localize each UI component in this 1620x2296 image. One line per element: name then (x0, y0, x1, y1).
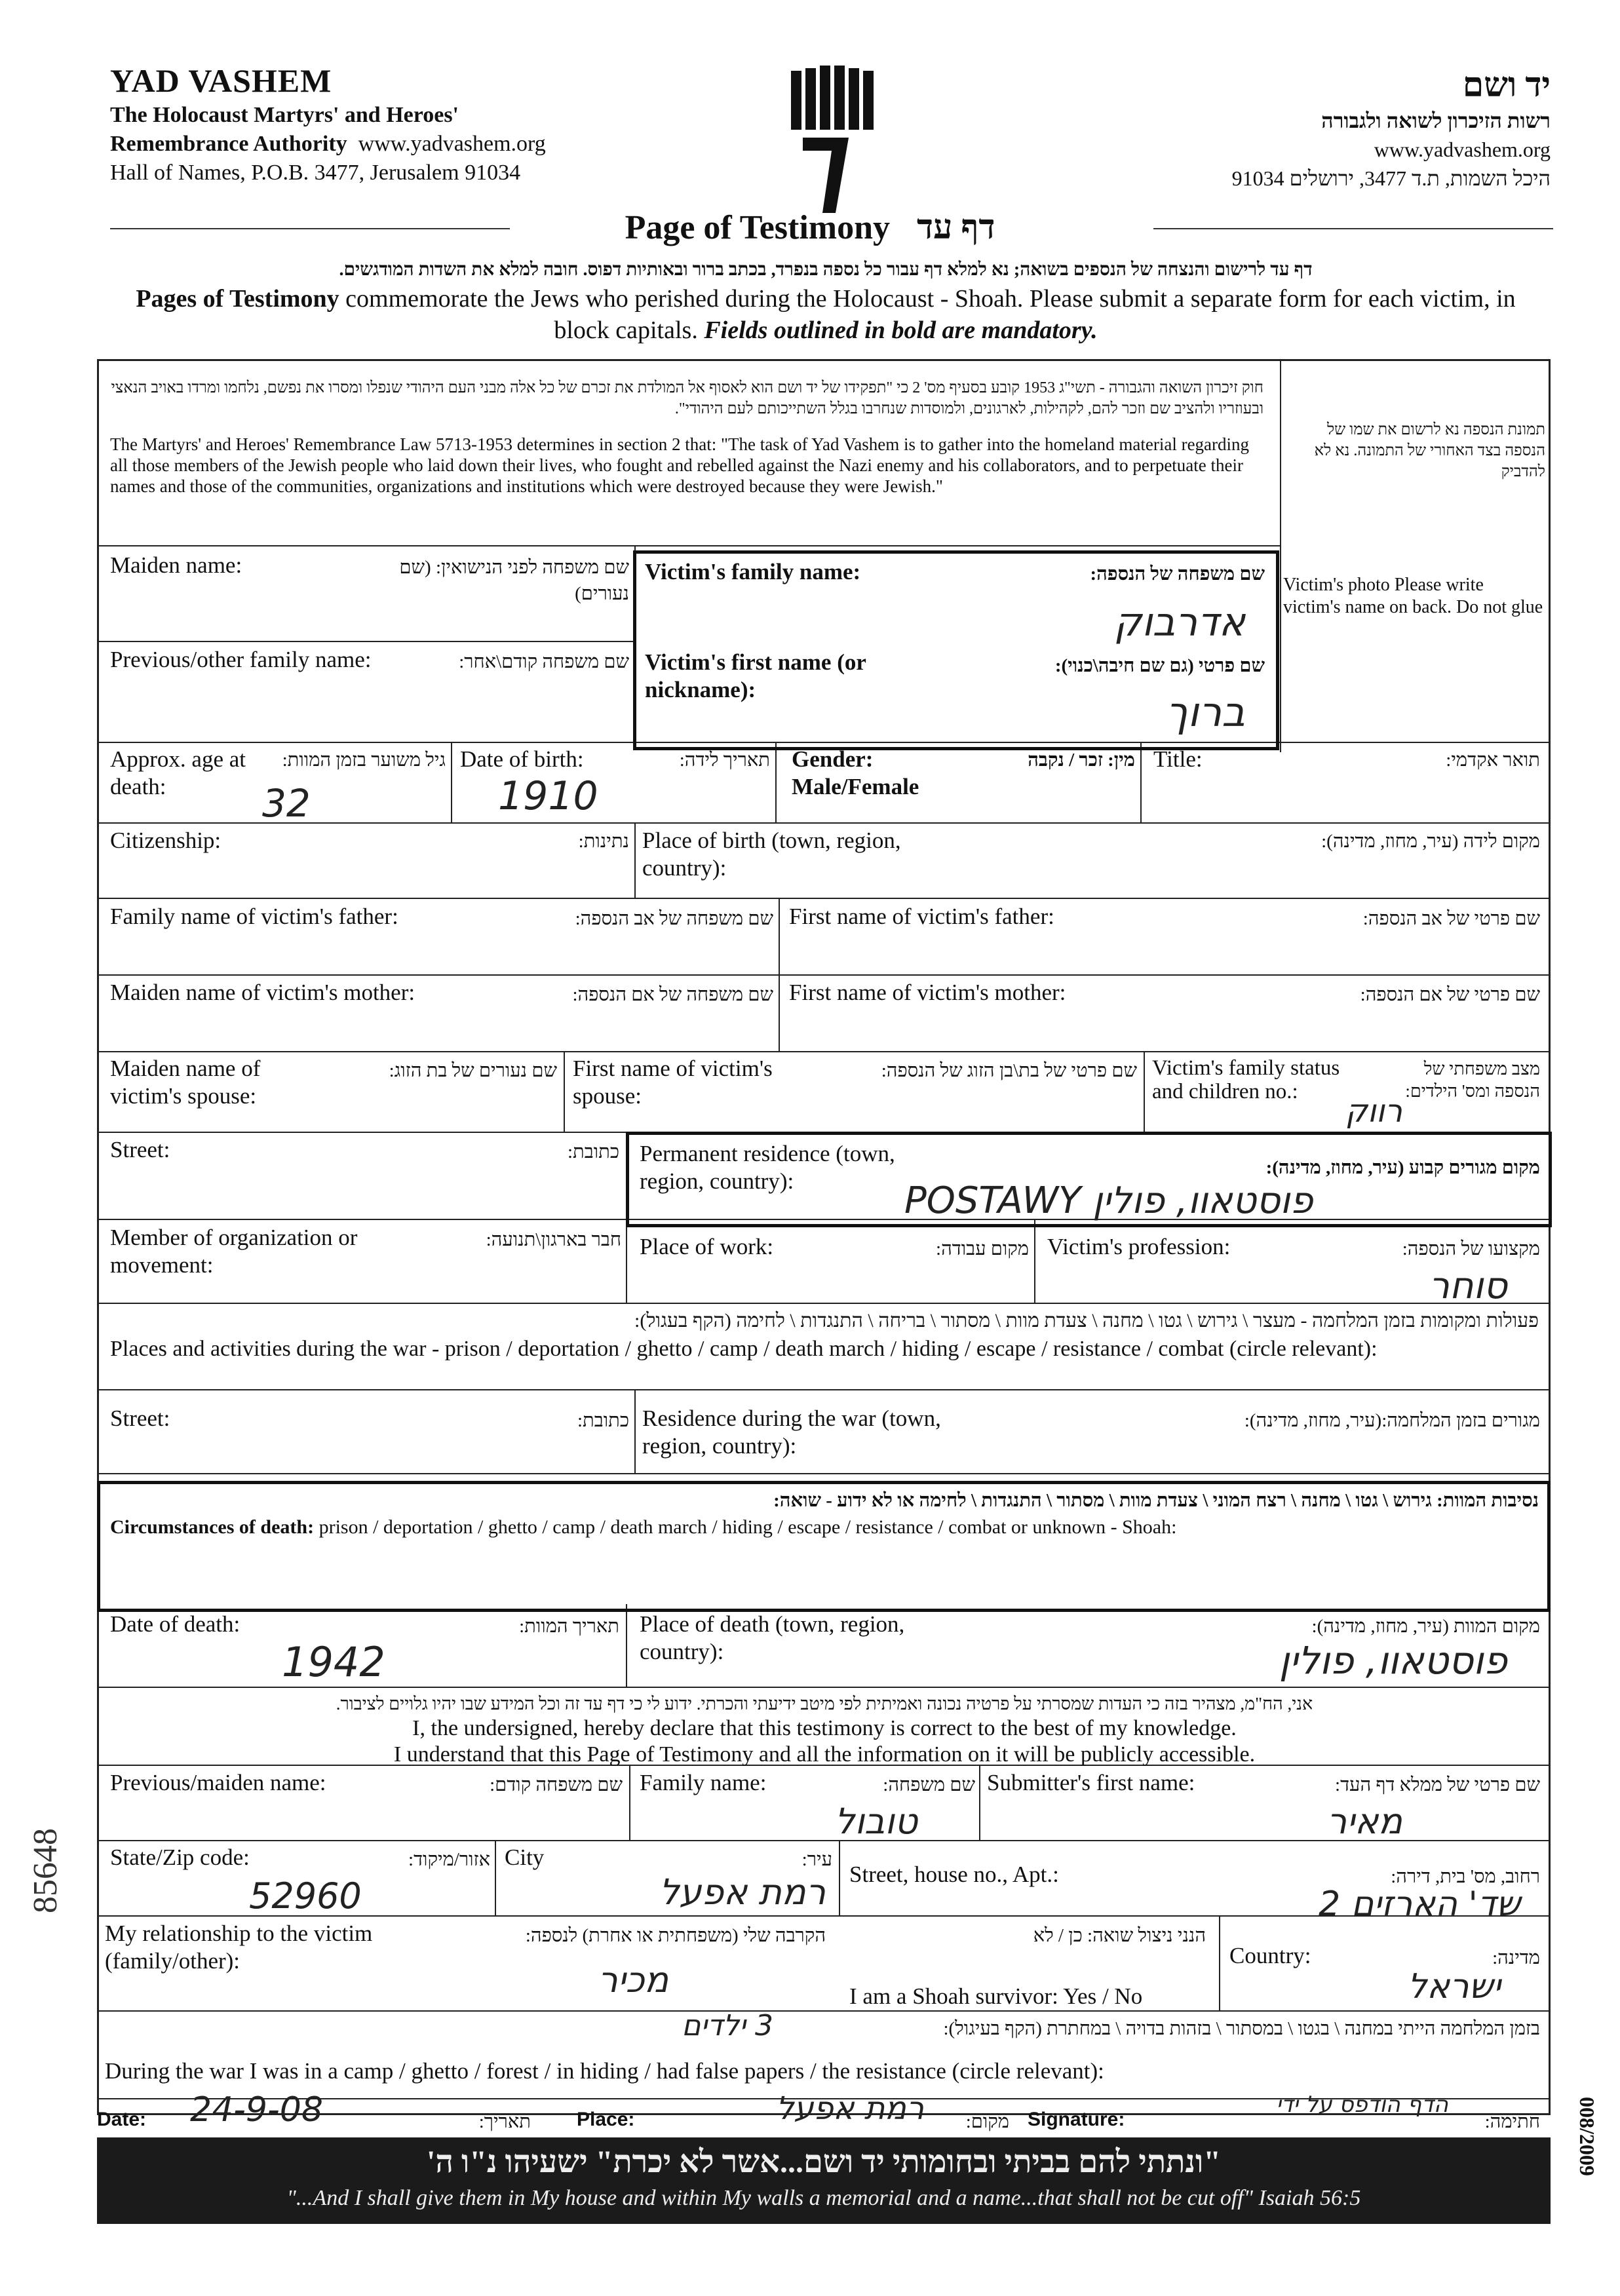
divider (97, 545, 1280, 546)
page-title-he: דף עד (917, 209, 995, 246)
divider (1280, 359, 1281, 752)
war-residence-label: Residence during the war (town, region, country): (642, 1406, 941, 1459)
family-status-value[interactable]: רווק (1345, 1093, 1402, 1130)
city-value[interactable]: רמת אפעל (659, 1871, 826, 1913)
date-of-death-value[interactable]: 1942 (282, 1638, 385, 1686)
mother-first-label: First name of victim's mother: (789, 980, 1066, 1005)
victim-family-name-label: Victim's family name: (645, 559, 861, 584)
mother-maiden-label: Maiden name of victim's mother: (110, 980, 415, 1005)
relationship-value[interactable]: מכיר (598, 1959, 668, 2000)
relationship-label-he: הקרבה שלי (משפחתית או אחרת) לנספה: (525, 1925, 826, 1946)
dob-label-he: תאריך לידה: (679, 750, 770, 771)
signature-label-he: חתימה: (1484, 2111, 1540, 2132)
law-en: The Martyrs' and Heroes' Remembrance Law 5713-1953 determines in section 2 that: "The task of Yad Vashem is to gather into the homeland material regarding all those members of the Jewish people who laid down their lives, who fought and rebelled against the Nazi enemy and his collaborators, and to perpetuate their names and those of the communities, organizations and institutions which were destroyed because they were Jewish." (110, 434, 1250, 496)
place-of-death-label-he: מקום המוות (עיר, מחוז, מדינה): (1311, 1616, 1540, 1637)
submitter-family-name-label-he: שם משפחה: (883, 1774, 975, 1795)
street-label: Street: (110, 1137, 170, 1162)
org-line2: Remembrance Authority (110, 132, 347, 156)
gender-label-he: מין: זכר / נקבה (1028, 750, 1135, 771)
victim-family-name-label-he: שם משפחה של הנספה: (1090, 564, 1265, 584)
country-label-he: מדינה: (1492, 1947, 1540, 1968)
date-label-he: תאריך: (478, 2111, 531, 2132)
header-org-he (1184, 66, 1551, 193)
page-title-en: Page of Testimony (625, 209, 891, 246)
survivor-label-he: הנני ניצול שואה: כן / לא (1033, 1925, 1206, 1946)
during-war-label: During the war I was in a camp / ghetto / forest / in hiding / had false papers / the resistance (circle relevant): (105, 2058, 1104, 2084)
footer-quote-en: "...And I shall give them in My house and within My walls a memorial and a name...that shall not be cut off" Isaiah 56:5 (286, 2186, 1361, 2210)
victim-family-name-value[interactable]: אדרבוק (1113, 600, 1245, 645)
divider (1219, 1915, 1220, 2010)
submitter-street-value[interactable]: שד' הארזים 2 (1319, 1885, 1520, 1924)
divider (97, 2010, 1551, 2012)
photo-box (1283, 419, 1545, 619)
submitter-family-name-label: Family name: (640, 1770, 767, 1795)
country-value[interactable]: ישראל (1407, 1967, 1501, 2006)
submitter-prev-name-label: Previous/maiden name: (110, 1770, 326, 1795)
circumstances-label-bold: Circumstances of death: (110, 1516, 315, 1538)
spouse-maiden-label-he: שם נעורים של בת הזוג: (389, 1060, 557, 1081)
intro-he: דף עד לרישום והנצחה של הנספים בשואה; נא למלא דף עבור כל נספה בנפרד, בכתב ברור ובאותיות דפוס. חובה למלא את השדות המודגשים. (339, 259, 1313, 280)
country-label: Country: (1229, 1943, 1311, 1968)
spouse-first-label-he: שם פרטי של בת\בן הזוג של הנספה: (881, 1060, 1137, 1081)
maiden-name-label: Maiden name: (110, 552, 242, 578)
place-of-work-label: Place of work: (640, 1234, 774, 1259)
signature-label: Signature: (1028, 2109, 1125, 2130)
permanent-residence-label: Permanent residence (town, region, country): (640, 1141, 895, 1194)
divider (775, 742, 777, 822)
address-he: היכל השמות, ת.ד 3477, ירושלים 91034 (1231, 166, 1551, 190)
profession-label-he: מקצועו של הנספה: (1402, 1238, 1540, 1259)
profession-value[interactable]: סוחר (1429, 1265, 1507, 1307)
circumstances-label: prison / deportation / ghetto / camp / death march / hiding / escape / resistance / combat or unknown - Shoah: (314, 1516, 1177, 1538)
divider (97, 1473, 1551, 1474)
divider (1140, 742, 1142, 822)
street-war-label-he: כתובת: (577, 1410, 629, 1431)
header-org-en (110, 60, 546, 187)
age-label: Approx. age at death: (110, 746, 246, 799)
permanent-residence-label-he: מקום מגורים קבוע (עיר, מחוז, מדינה): (1265, 1157, 1540, 1178)
citizenship-label: Citizenship: (110, 828, 222, 853)
spouse-maiden-label: Maiden name of victim's spouse: (110, 1056, 261, 1109)
victim-first-name-label-he: שם פרטי (גם שם חיבה\כנוי): (1054, 655, 1265, 676)
footer-quote-bar (97, 2137, 1551, 2224)
footer-quote-he: "ונתתי להם בביתי ובחומותי יד ושם...אשר לא יכרת" ישעיהו נ"ו ה' (427, 2145, 1221, 2179)
submitter-street-label: Street, house no., Apt.: (849, 1862, 1059, 1887)
intro-en-bold: Pages of Testimony (136, 285, 339, 313)
mother-maiden-label-he: שם משפחה של אם הנספה: (572, 984, 773, 1005)
declaration (110, 1692, 1539, 1768)
maiden-name-label-he: שם משפחה לפני הנישואין: (שם נעורים) (399, 557, 629, 604)
profession-label: Victim's profession: (1047, 1234, 1231, 1259)
divider (779, 898, 780, 1051)
organization-label: Member of organization or movement: (110, 1225, 358, 1278)
page-title (0, 208, 1620, 247)
zip-label: State/Zip code: (110, 1845, 250, 1870)
place-of-death-label: Place of death (town, region, country): (640, 1611, 905, 1664)
divider (97, 898, 1551, 899)
place-of-birth-label: Place of birth (town, region, country): (642, 828, 901, 881)
org-line-he: רשות הזיכרון לשואה ולגבורה (1321, 109, 1551, 132)
website-en: www.yadvashem.org (358, 132, 546, 156)
date-of-death-label: Date of death: (110, 1611, 241, 1637)
divider (97, 1389, 1551, 1390)
age-label-he: גיל משוער בזמן המוות: (282, 750, 446, 771)
during-war-note[interactable]: 3 ילדים (682, 2009, 773, 2042)
father-first-label-he: שם פרטי של אב הנספה: (1362, 908, 1540, 929)
divider (97, 641, 634, 642)
divider (629, 1765, 630, 1840)
divider (495, 1840, 496, 1915)
father-first-label: First name of victim's father: (789, 904, 1054, 929)
survivor-label[interactable]: I am a Shoah survivor: Yes / No (849, 1983, 1143, 2009)
org-line1: The Holocaust Martyrs' and Heroes' (110, 103, 459, 127)
street-label-he: כתובת: (568, 1141, 619, 1162)
yad-vashem-logo-icon (790, 66, 875, 216)
date-value[interactable]: 24-9-08 (190, 2090, 323, 2130)
date-label: Date: (97, 2109, 147, 2130)
intro-en: commemorate the Jews who perished during the Holocaust - Shoah. Please submit a separate form for each victim, in block capitals. (339, 285, 1516, 344)
place-of-death-value[interactable]: פוסטאוו, פולין (1279, 1638, 1507, 1683)
submitter-street-label-he: רחוב, מס' בית, דירה: (1391, 1866, 1540, 1887)
submitter-prev-name-label-he: שם משפחה קודם: (490, 1774, 623, 1795)
intro-mandatory: Fields outlined in bold are mandatory. (704, 316, 1098, 344)
divider (97, 1687, 1551, 1688)
divider (634, 822, 636, 898)
zip-label-he: אזור/מיקוד: (408, 1849, 490, 1870)
citizenship-label-he: נתינות: (578, 831, 629, 852)
circumstances-label-he: נסיבות המוות: גירוש \ גטו \ מחנה \ רצח המוני \ צעדת מוות \ מסתור \ התנגדות \ לחימה או לא ידוע - שואה: (773, 1490, 1539, 1511)
street-war-label: Street: (110, 1406, 170, 1431)
declaration-he: אני, הח"מ, מצהיר בזה כי העדות שמסרתי על פרטיה נכונה ואמיתית לפי מיטב ידיעתי והכרתי. ידוע לי כי דף עד זה וכל המידע שבו יהיו גלויים לציבור. (336, 1694, 1313, 1713)
law-he: חוק זיכרון השואה והגבורה - תשי"ג 1953 קובע בסעיף מס' 2 כי "תפקידו של יד ושם הוא לאסוף אל המולדת את זכרם של כל אלה מבני העם היהודי שנפלו ומסרו את נפשם, נלחמו ומרדו באויב הנאצי ובעוזריו ולהציב שם וזכר להם, לקהילות, לארגונים, ולמוסדות שנחרבו בגלל השתייכותם לעם היהודי". (111, 379, 1263, 417)
submitter-first-name-value[interactable]: מאיר (1326, 1801, 1402, 1842)
divider (451, 742, 452, 822)
intro (111, 257, 1540, 346)
victim-first-name-label: Victim's first name (or nickname): (645, 649, 866, 702)
family-status-label: Victim's family status and children no.: (1152, 1056, 1340, 1103)
date-of-death-label-he: תאריך המוות: (519, 1616, 619, 1637)
victim-first-name-value[interactable]: ברוך (1165, 688, 1245, 736)
submitter-first-name-label: Submitter's first name: (987, 1770, 1195, 1795)
during-war-label-he: בזמן המלחמה הייתי במחנה \ בגטו \ במסתור \ בזהות בדויה \ במחתרת (הקף בעיגול): (943, 2018, 1540, 2039)
photo-en: Victim's photo Please write victim's name on back. Do not glue (1283, 575, 1543, 617)
submitter-family-name-value[interactable]: טובול (834, 1801, 917, 1842)
org-name-he: יד ושם (1462, 67, 1551, 104)
declaration-en1: I, the undersigned, hereby declare that this testimony is correct to the best of my knowledge. (412, 1716, 1237, 1740)
divider (97, 974, 1551, 976)
places-label: Places and activities during the war - prison / deportation / ghetto / camp / death march / hiding / escape / resistance / combat (circle relevant): (110, 1337, 1378, 1361)
permanent-residence-value[interactable]: POSTAWY פוסטאוו, פולין (904, 1179, 1313, 1222)
title-label-he: תואר אקדמי: (1446, 750, 1540, 771)
archive-number: 85648 (27, 1828, 64, 1913)
form-code: 008/2009 (1575, 2097, 1599, 2176)
city-label-he: עיר: (801, 1849, 832, 1870)
spouse-first-label: First name of victim's spouse: (573, 1056, 773, 1109)
signature-value[interactable]: הדף הודפס על ידי (1276, 2092, 1448, 2118)
divider (1034, 1219, 1035, 1303)
law-text (110, 377, 1263, 497)
place-label: Place: (577, 2109, 635, 2130)
family-status-label-he: מצב משפחתי של הנספה ומס' הילדים: (1405, 1059, 1540, 1101)
place-of-work-label-he: מקום עבודה: (936, 1238, 1029, 1259)
previous-family-name-label-he: שם משפחה קודם\אחר: (459, 651, 629, 672)
divider (97, 1051, 1551, 1052)
divider (97, 1303, 1551, 1304)
photo-he: תמונת הנספה נא לרשום את שמו של הנספה בצד האחורי של התמונה. נא לא להדביק (1314, 421, 1545, 480)
organization-label-he: חבר בארגון\תנועה: (486, 1229, 621, 1250)
places-label-he: פעולות ומקומות בזמן המלחמה - מעצר \ גירוש \ גטו \ מחנה \ צעדת מוות \ מסתור \ בריחה \ התנגדות \ לחימה (הקף בעגול): (634, 1310, 1539, 1331)
mother-first-label-he: שם פרטי של אם הנספה: (1360, 984, 1540, 1005)
divider (839, 1840, 840, 1915)
org-name-en: YAD VASHEM (110, 62, 332, 99)
place-label-he: מקום: (965, 2111, 1009, 2132)
relationship-label: My relationship to the victim (family/other): (105, 1921, 373, 1974)
father-family-label-he: שם משפחה של אב הנספה: (575, 908, 773, 929)
place-value[interactable]: רמת אפעל (776, 2090, 924, 2127)
age-value[interactable]: 32 (262, 781, 311, 826)
previous-family-name-label: Previous/other family name: (110, 647, 372, 672)
zip-value[interactable]: 52960 (249, 1875, 362, 1917)
gender-label: Gender: Male/Female (792, 746, 919, 799)
submitter-first-name-label-he: שם פרטי של ממלא דף העד: (1335, 1774, 1540, 1795)
divider (979, 1765, 980, 1840)
divider (1144, 1051, 1145, 1132)
title-label: Title: (1153, 746, 1203, 772)
declaration-en2: I understand that this Page of Testimony and all the information on it will be publicly accessible. (393, 1742, 1256, 1767)
divider (626, 1604, 627, 1687)
divider (564, 1051, 565, 1132)
place-of-birth-label-he: מקום לידה (עיר, מחוז, מדינה): (1321, 831, 1540, 852)
website-he: www.yadvashem.org (1374, 138, 1551, 161)
dob-label: Date of birth: (460, 746, 584, 772)
dob-value[interactable]: 1910 (498, 773, 598, 819)
divider (634, 1389, 636, 1473)
address-en: Hall of Names, P.O.B. 3477, Jerusalem 91034 (110, 161, 521, 185)
city-label: City (505, 1845, 545, 1870)
war-residence-label-he: מגורים בזמן המלחמה:(עיר, מחוז, מדינה): (1244, 1410, 1540, 1431)
father-family-label: Family name of victim's father: (110, 904, 398, 929)
divider (97, 822, 1551, 824)
